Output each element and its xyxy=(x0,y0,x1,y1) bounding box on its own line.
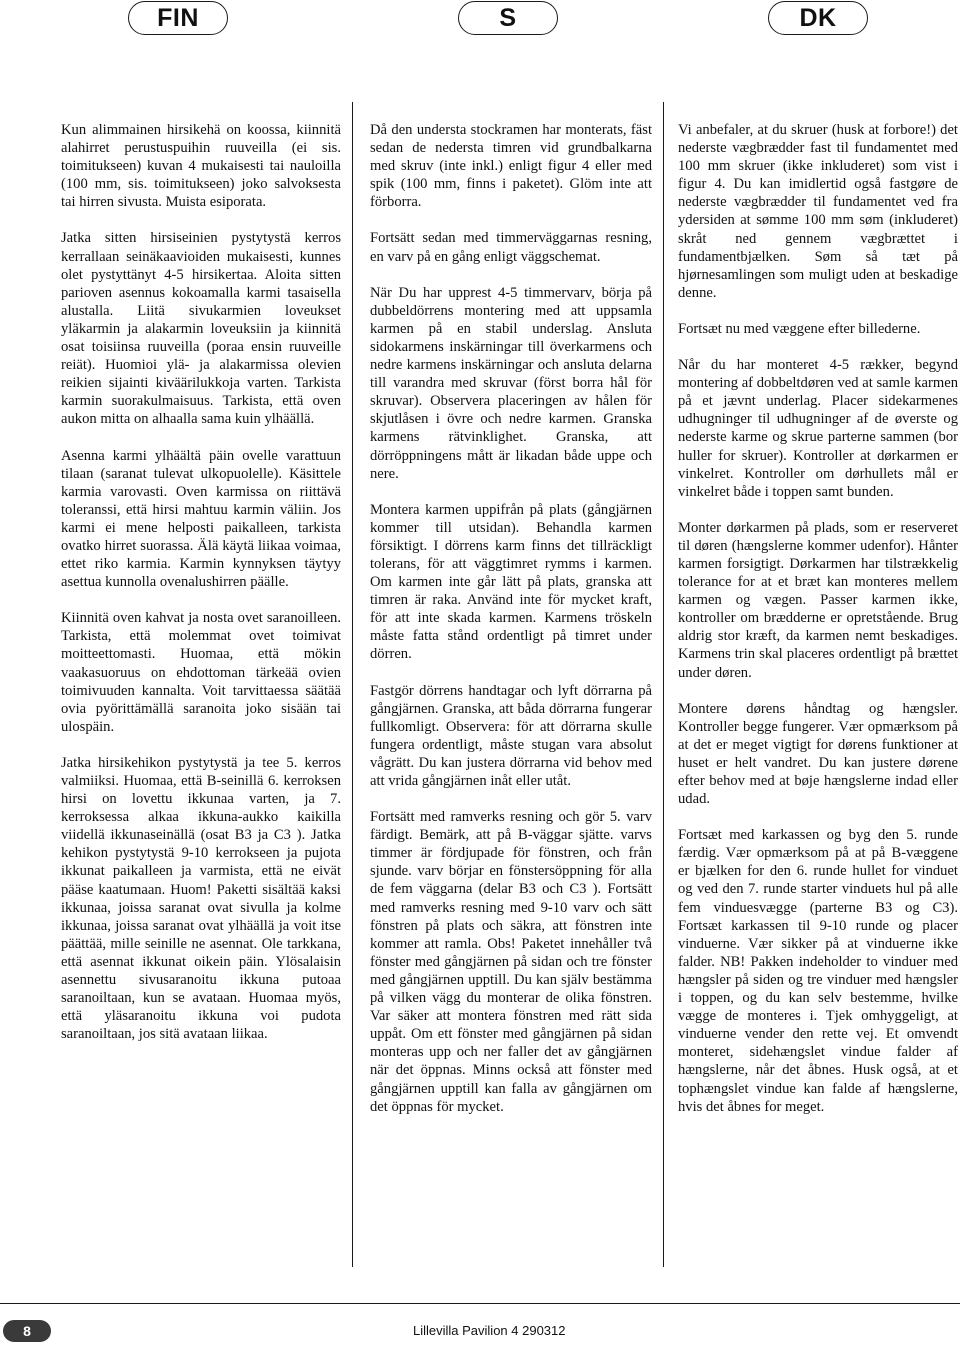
paragraph: Jatka hirsikehikon pystytystä ja tee 5. kerros valmiiksi. Huomaa, että B-seinillä 6. kerroksen hirsi on lovettu ikkunaa varten, ja 7. kerroksessa alkaa ikkuna-aukko kaikilla viidellä ikkunaseinällä (osat B3 ja C3 ). Jatka kehikon pystytystä 9-10 kerrokseen ja pujota ikkunat paikalleen ja varmista, että ne eivät pääse kaatumaan. Huom! Paketti sisältää kaksi ikkunaa, joissa saranat ovat sivulla ja kolme ikkunaa, joissa saranat ovat ylhäällä ja voit itse päättää, mille seinille ne asennat. Ole tarkkana, että asennat ikkunat oikein päin. Ylösalaisin asennettu sivusaranoitu ikkuna putoaa saranoiltaan, kun se avataan. Huomaa myös, että yläsaranoitu ikkuna voi pudota saranoiltaan, jos sitä avataan liikaa. xyxy=(61,754,341,1043)
paragraph: Montera karmen uppifrån på plats (gångjärnen kommer till utsidan). Behandla karmen försiktigt. I dörrens karm finns det tillräckligt tolerans, för att väggtimret rymms i karmen. Om karmen inte går lätt på plats, granska att timren är raka. Använd inte för mycket kraft, för att inte skada karmen. Karmens tröskeln måste fatta stånd ordentligt på timret under dörren. xyxy=(370,501,652,663)
paragraph: Fortsätt med ramverks resning och gör 5. varv färdigt. Bemärk, att på B-väggar sjätte. varvs timmer är fördjupade för fönstren, och från sjunde. varv börjar en fönstersöppning för alla de fem väggarna (delar B3 och C3 ). Fortsätt med ramverks resning med 9-10 varv och sätt fönstren på plats och säkra, att fönstren inte kommer att ramla. Obs! Paketet innehåller två fönster med gångjärnen på sidan och tre fönster med gångjärnen upptill. Du kan själv bestämma på vilken vägg du monterar de olika fönstren. Var säker att montera fönstren med rätt sida uppåt. Om ett fönster med gångjärnen på sidan monteras upp och ner faller det av gångjärnen när det öppnas. Minns också att fönster med gångjärnen upptill kan falla av gångjärnen om det öppnas för mycket. xyxy=(370,809,652,1115)
swedish-text-column xyxy=(370,121,652,1134)
paragraph: Fortsæt nu med væggene efter billederne. xyxy=(678,320,921,337)
column-divider xyxy=(663,102,664,1267)
paragraph: Asenna karmi ylhäältä päin ovelle varattuun tilaan (saranat tulevat ulkopuolelle). Käsittele karmia varovasti. Oven karmissa on riittävä toleranssi, että hirsi mahtuu karmin väliin. Jos karmi ei mene helposti paikalleen, tarkista ovatko hirret suorassa. Älä käytä liikaa voimaa, ettet riko karmia. Karmin kynnyksen täytyy asettua kunnolla ovenalushirren päälle. xyxy=(61,447,341,591)
paragraph: Jatka sitten hirsiseinien pystytystä kerros kerrallaan seinäkaavioiden mukaisesti, kunnes olet pystyttänyt 4-5 hirsikertaa. Aloita sitten parioven asennus kokoamalla karmi tasaisella alustalla. Liitä sivukarmien loveukset yläkarmin ja alakarmin loveuksiin ja kiinnitä osat toisiinsa ruuveilla (poraa ensin ruuveille reiät). Huomioi ylä- ja alakarmissa olevien reikien sijainti kiväärilukkoja varten. Tarkista karmin suorakulmaisuus. Tarkista, että oven aukon mitta on alhaalla sama kuin ylhäällä. xyxy=(61,230,341,428)
paragraph: Når du har monteret 4-5 rækker, begynd montering af dobbeltdøren ved at samle karmen på et jævnt underlag. Placer sidekarmenes udhugninger til udhugninger af de øverste og nederste karme og skrue parterne sammen (bor huller for skruer). Kontroller at dørkarmen er vinkelret. Kontroller om dørhullets mål er vinkelret både i toppen samt bunden. xyxy=(678,357,958,500)
finnish-text-column xyxy=(61,121,341,1061)
paragraph: När Du har upprest 4-5 timmervarv, börja på dubbeldörrens montering med att uppsamla karmen på en stabil underslag. Ansluta sidokarmens inskärningar till överkarmens och nedre karmens inskärningar och ansluta delarna till varandra med skruvar (först borra hål för skruvar). Observera placeringen av hålen för skjutlåsen i övre och nedre karmen. Granska karmens rätvinklighet. Granska, att dörröppningens mått är likadan både uppe och nere. xyxy=(370,284,652,482)
paragraph: Fortsæt med karkassen og byg den 5. runde færdig. Vær opmærksom på at på B-væggene er bjælken for den 6. runde hullet for vinduet og ved den 7. runde starter vinduets hul på alle fem vinduesvægge (parterne B3 og C3). Fortsæt karkassen til 9-10 runde og placer vinduerne. Vær sikker på at vinduerne ikke falder. NB! Pakken indeholder to vinduer med hængsler på siden og tre vinduer med hængsler i toppen, og du kan selv bestemme, hvilke vægge de monteres i. Tjek omhyggeligt, at vinduerne vender den rette vej. Et omvendt monteret, sidehængslet vindue falder af hængslerne, når det åbnes. Husk også, at et tophængslet vindue kan falde af hængslerne, hvis det åbnes for meget. xyxy=(678,827,958,1115)
language-tab-s: S xyxy=(458,1,558,35)
footer-text: Lillevilla Pavilion 4 290312 xyxy=(413,1323,566,1338)
page-number-badge: 8 xyxy=(3,1320,51,1342)
footer-divider xyxy=(0,1303,960,1304)
language-tab-dk: DK xyxy=(768,1,868,35)
paragraph: Fortsätt sedan med timmerväggarnas resning, en varv på en gång enligt väggschemat. xyxy=(370,230,652,265)
paragraph: Kiinnitä oven kahvat ja nosta ovet saranoilleen. Tarkista, että molemmat ovet toimivat moitteettomasti. Huomaa, että mökin vaakasuoruus on ehdottoman tärkeää ovien toimivuuden kannalta. Voit tarvittaessa säätää ovia pyörittämällä saranoita joko sisään tai ulospäin. xyxy=(61,610,341,735)
paragraph: Vi anbefaler, at du skruer (husk at forbore!) det nederste vægbrædder fast til fundamentet med 100 mm skruer (ikke inkluderet) som vist i figur 4. Du kan imidlertid også fastgøre de nederste vægbrædder til fundamentet ved fra ydersiden at sømme 100 mm søm (inkluderet) skråt ned gennem vægbrættet i fundamentbjælken. Søm så tæt på hjørnesamlingen som muligt uden at beskadige denne. xyxy=(678,122,958,301)
paragraph: Monter dørkarmen på plads, som er reserveret til døren (hængslerne kommer udenfor). Hånter karmen forsigtigt. Dørkarmen har tilstrækkelig tolerance for at et bræt kan monteres mellem karmen og vægen. Passer karmen ikke, kontroller om brædderne er opretstående. Brug aldrig stor kræft, da karmen nemt beskadiges. Karmens trin skal placeres ordentligt på brættet under døren. xyxy=(678,519,958,681)
paragraph: Kun alimmainen hirsikehä on koossa, kiinnitä alahirret perustuspuihin ruuveilla (ei sis. toimitukseen) kuvan 4 mukaisesti tai nauloilla (100 mm, sis. toimitukseen) joko salvoksesta tai hirren sivusta. Muista esiporata. xyxy=(61,122,341,211)
column-divider xyxy=(352,102,353,1267)
danish-text-column xyxy=(678,121,958,1134)
paragraph: Montere dørens håndtag og hængsler. Kontroller begge fungerer. Vær opmærksom på at det er meget vigtigt for dørens funktioner at huset er helt vandret. Du kan justere dørene efter behov med at bøje hængslerne indad eller udad. xyxy=(678,700,958,808)
language-tab-fin: FIN xyxy=(128,1,228,35)
paragraph: Fastgör dörrens handtagar och lyft dörrarna på gångjärnen. Granska, att båda dörrarna fungerar fullkomligt. Observera: för att dörrarna skulle fungera ordentligt, måste stugan vara absolut vågrätt. Du kan justera dörrarna vid behov med att vrida gångjärnen inåt eller utåt. xyxy=(370,682,652,789)
paragraph: Då den understa stockramen har monterats, fäst sedan de nedersta timren vid grundbalkarna med skruv (inte inkl.) enligt figur 4 eller med spik (100 mm, finns i paketet). Glöm inte att förborra. xyxy=(370,122,652,211)
